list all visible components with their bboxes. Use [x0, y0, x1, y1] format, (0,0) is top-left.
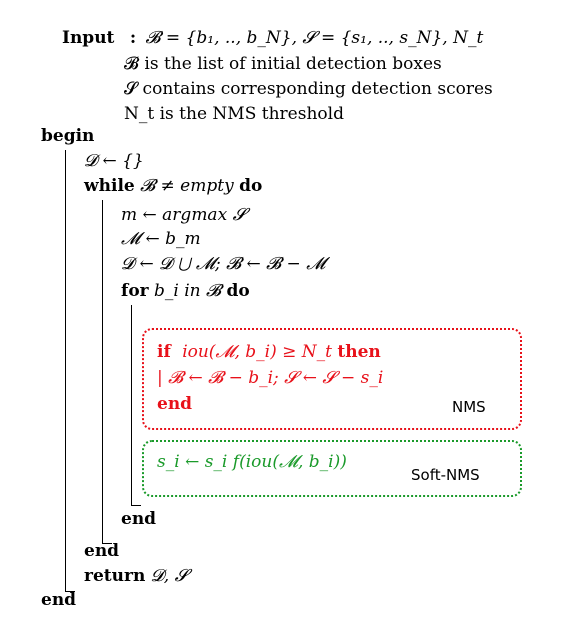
- while-end-keyword: end: [84, 541, 120, 561]
- nms-tag: NMS: [452, 398, 486, 416]
- d-init-line: 𝓓 ← {}: [84, 151, 144, 171]
- for-condition: b_i in 𝓑: [154, 281, 222, 301]
- input-signature: 𝓑 = {b₁, .., b_N}, 𝓢 = {s₁, .., s_N}, N_t: [145, 28, 484, 48]
- if-line: [157, 341, 381, 363]
- input-desc-threshold: N_t is the NMS threshold: [124, 104, 344, 124]
- while-line: [84, 175, 262, 197]
- input-keyword: Input: [62, 28, 115, 48]
- for-keyword: for: [121, 281, 149, 301]
- outer-block-bar: [65, 150, 66, 591]
- for-end-keyword: end: [121, 509, 157, 529]
- assign-m-line: 𝓜 ← b_m: [121, 229, 201, 249]
- nms-body-line: | 𝓑 ← 𝓑 − b_i; 𝓢 ← 𝓢 − s_i: [157, 368, 384, 388]
- return-values: 𝓓, 𝓢: [150, 566, 188, 586]
- input-colon: :: [129, 28, 137, 48]
- for-line: [121, 280, 250, 302]
- update-line: 𝓓 ← 𝓓 ⋃ 𝓜; 𝓑 ← 𝓑 − 𝓜: [121, 254, 326, 274]
- while-keyword: while: [84, 176, 135, 196]
- return-keyword: return: [84, 566, 146, 586]
- input-line: [62, 27, 483, 49]
- while-block-bar: [102, 200, 103, 543]
- argmax-line: m ← argmax 𝓢: [121, 205, 246, 225]
- for-block-hook: [131, 505, 141, 506]
- final-end-keyword: end: [41, 590, 77, 610]
- begin-keyword: begin: [41, 126, 95, 146]
- for-do-keyword: do: [226, 281, 250, 301]
- for-block-bar: [131, 305, 132, 505]
- return-line: [84, 565, 188, 587]
- if-end-keyword: end: [157, 394, 193, 414]
- if-condition: iou(𝓜, b_i) ≥ N_t: [182, 342, 332, 362]
- do-keyword: do: [239, 176, 263, 196]
- soft-nms-body-line: s_i ← s_i f(iou(𝓜, b_i)): [157, 452, 347, 472]
- if-keyword: if: [157, 342, 171, 362]
- soft-nms-tag: Soft-NMS: [411, 466, 480, 484]
- while-condition: 𝓑 ≠ empty: [140, 176, 234, 196]
- input-desc-boxes: 𝓑 is the list of initial detection boxes: [124, 54, 442, 74]
- then-keyword: then: [337, 342, 381, 362]
- input-desc-scores: 𝓢 contains corresponding detection scores: [124, 79, 493, 99]
